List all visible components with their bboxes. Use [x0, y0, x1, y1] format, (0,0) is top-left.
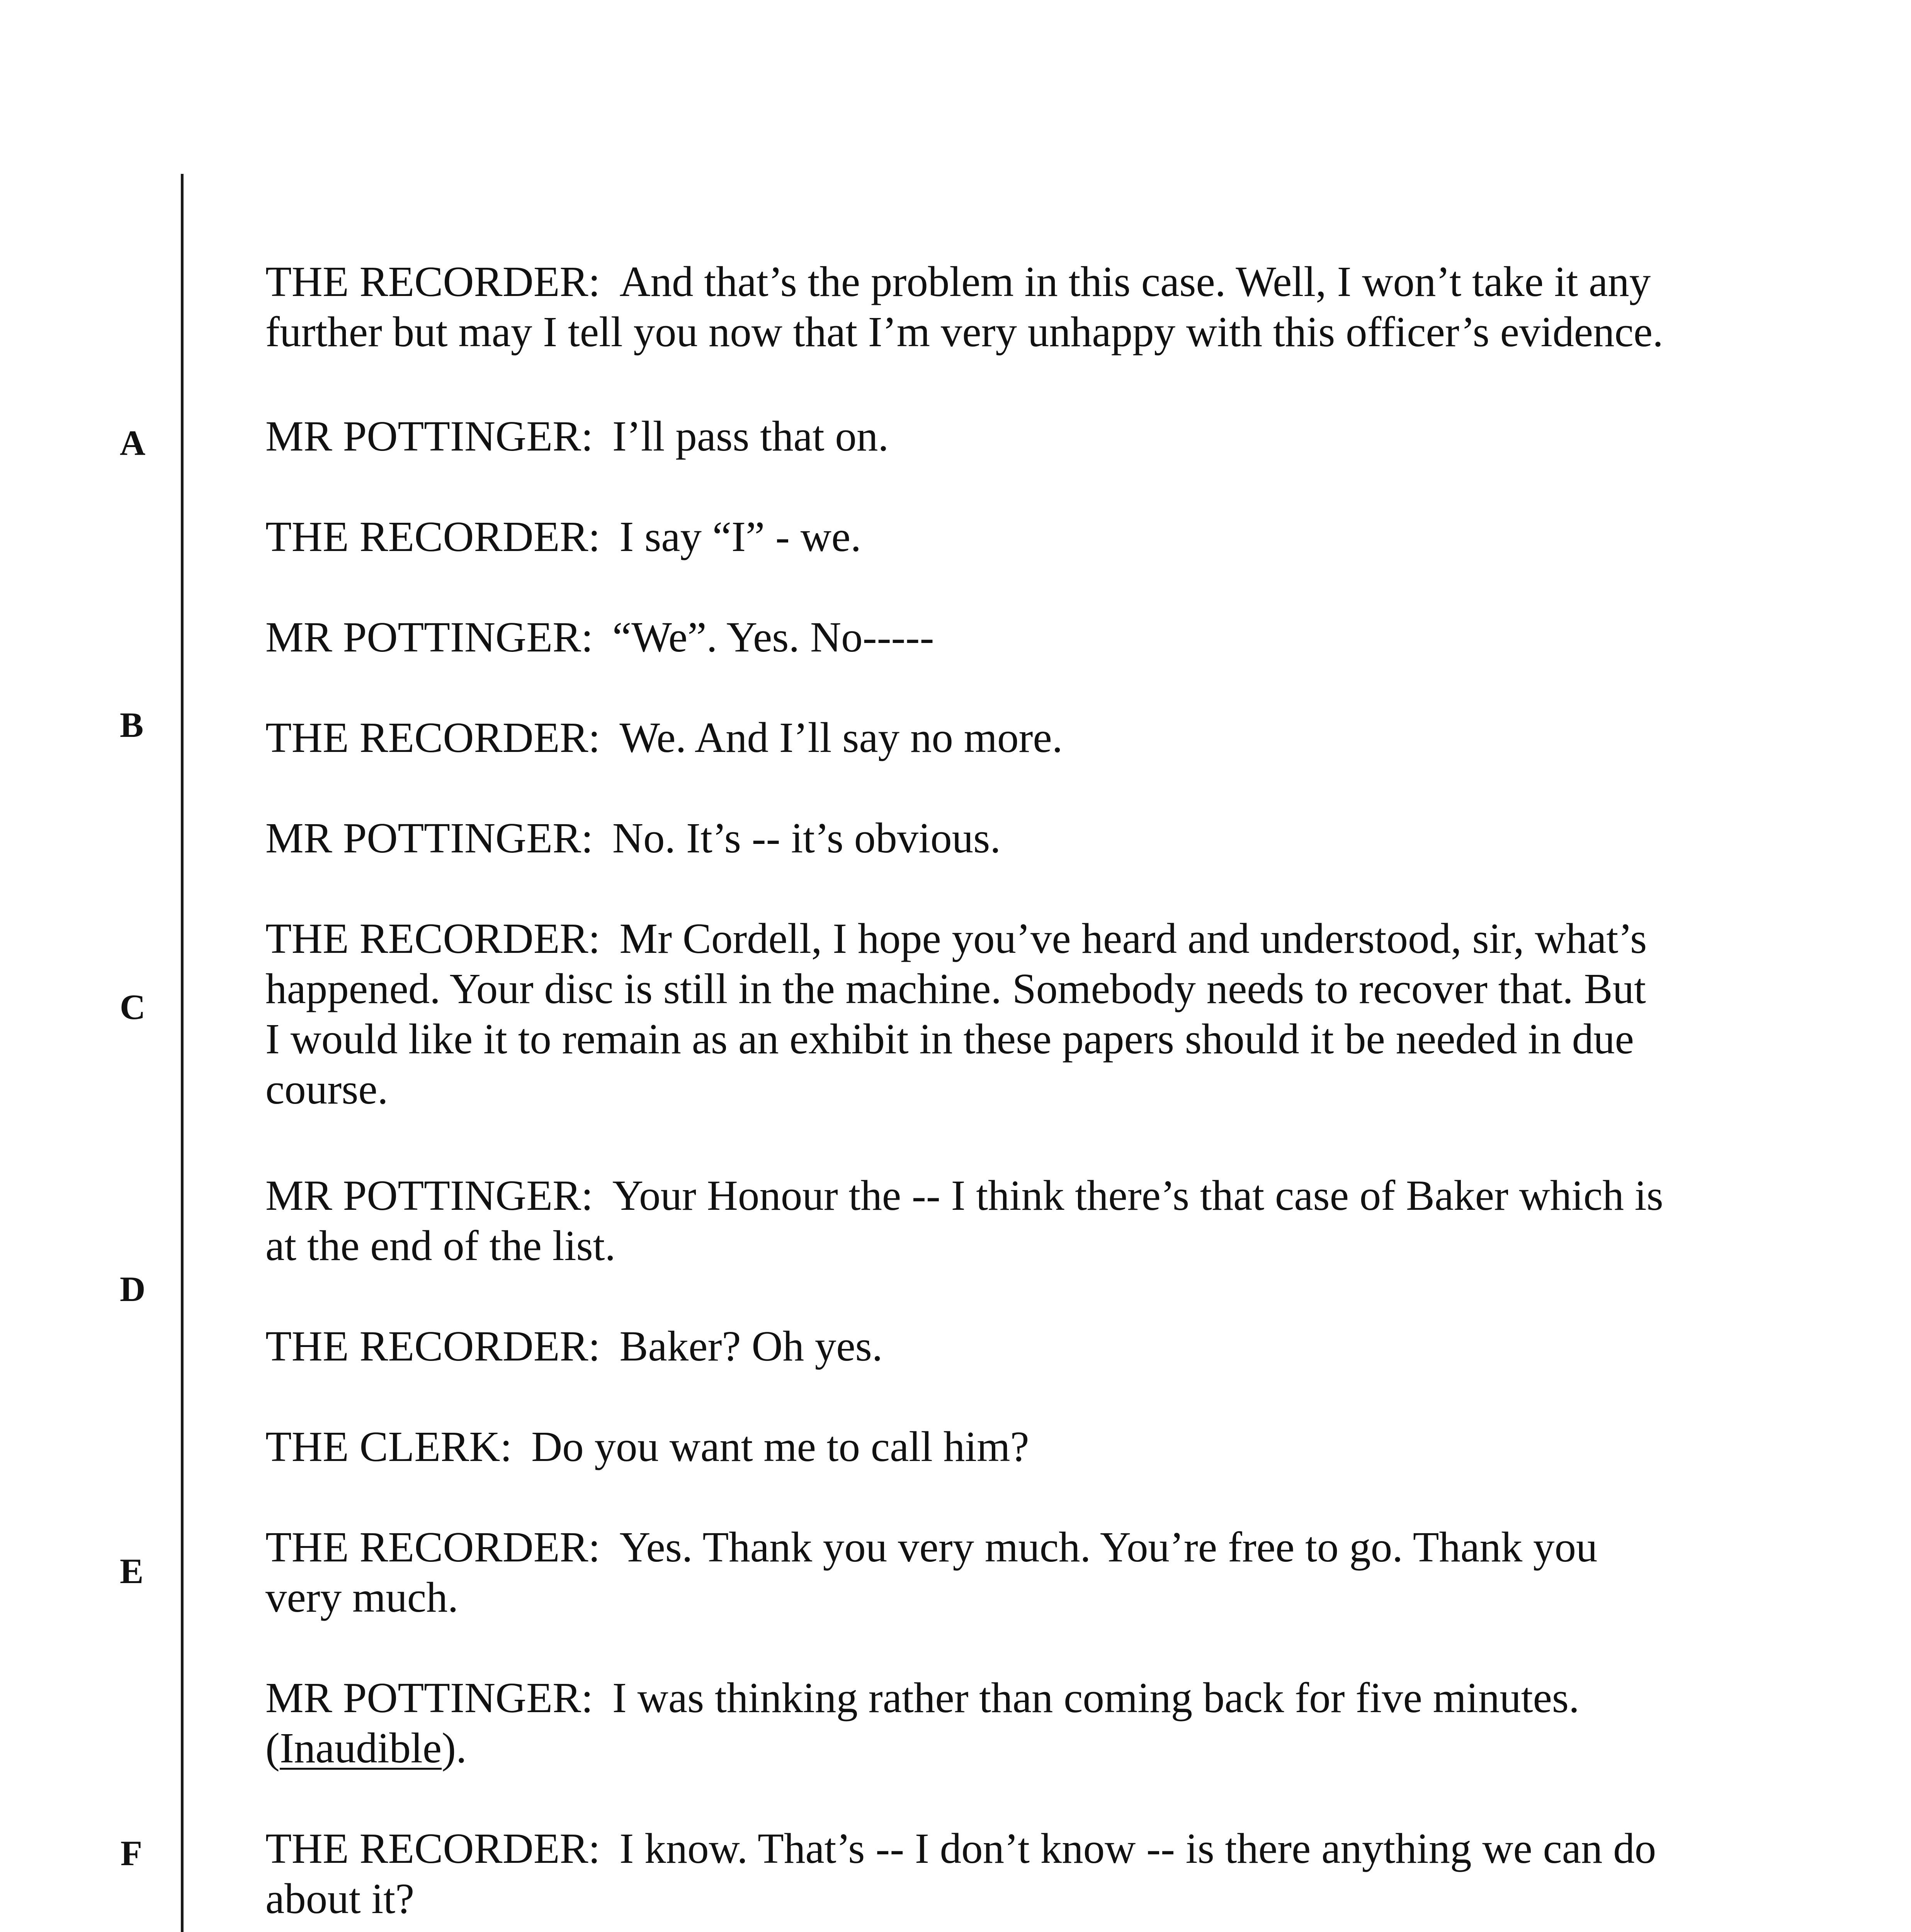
utterance-line: [265, 257, 1741, 307]
utterance-text: “We”. Yes. No-----: [612, 614, 934, 661]
utterance-line: [265, 412, 1741, 462]
margin-letter: C: [120, 987, 146, 1027]
utterance-text: further but may I tell you now that I’m very unhappy with this officer’s evidence.: [265, 308, 1663, 356]
utterance-text: I know. That’s -- I don’t know -- is there anything we can do: [619, 1825, 1656, 1872]
margin-letter: E: [120, 1551, 144, 1591]
speaker-label: MR POTTINGER:: [265, 1674, 593, 1722]
utterance-line: [265, 1422, 1741, 1472]
margin-letter: D: [120, 1269, 146, 1309]
utterance-line: [265, 964, 1741, 1014]
utterance-text: I would like it to remain as an exhibit in these papers should it be needed in due: [265, 1015, 1634, 1063]
utterance-line: [265, 1171, 1741, 1221]
speaker-label: MR POTTINGER:: [265, 413, 593, 460]
utterance-line: [265, 612, 1741, 663]
utterance-text: Baker? Oh yes.: [619, 1323, 883, 1370]
utterance-line: [265, 1221, 1741, 1271]
utterance-line: [265, 1321, 1741, 1372]
utterance-line: [265, 1673, 1741, 1723]
margin-rule: [181, 174, 184, 1932]
speaker-label: THE RECORDER:: [265, 513, 600, 561]
utterance-text: And that’s the problem in this case. Well, I won’t take it any: [619, 258, 1651, 306]
utterance: [265, 1673, 1741, 1774]
utterance: [265, 612, 1741, 663]
speaker-label: THE RECORDER:: [265, 258, 600, 306]
utterance-text: (Inaudible).: [265, 1725, 467, 1772]
utterance-line: [265, 1573, 1741, 1623]
utterance-text: Mr Cordell, I hope you’ve heard and understood, sir, what’s: [619, 915, 1647, 963]
utterance-line: [265, 1014, 1741, 1065]
utterance-line: [265, 1874, 1741, 1924]
utterance-line: [265, 813, 1741, 864]
utterance-text: happened. Your disc is still in the machine. Somebody needs to recover that. But: [265, 965, 1646, 1013]
utterance: [265, 1824, 1741, 1924]
utterance: [265, 1522, 1741, 1623]
speaker-label: THE RECORDER:: [265, 714, 600, 762]
utterance-line: [265, 512, 1741, 562]
utterance: [265, 914, 1741, 1115]
utterance-line: [265, 1065, 1741, 1115]
utterance: [265, 257, 1741, 357]
utterance-line: [265, 307, 1741, 357]
utterance: [265, 1321, 1741, 1372]
utterance-line: [265, 1824, 1741, 1874]
utterance-text: Do you want me to call him?: [531, 1423, 1029, 1471]
margin-letter: F: [120, 1833, 143, 1873]
margin-letter: B: [120, 705, 144, 745]
utterance: [265, 813, 1741, 864]
underlined-text: Inaudible: [279, 1725, 442, 1772]
speaker-label: THE RECORDER:: [265, 1825, 600, 1872]
speaker-label: THE RECORDER:: [265, 1524, 600, 1571]
utterance-line: [265, 914, 1741, 964]
utterance-text: at the end of the list.: [265, 1222, 616, 1270]
utterance-line: [265, 1522, 1741, 1573]
utterance-line: [265, 713, 1741, 763]
utterance-text: very much.: [265, 1574, 459, 1621]
utterance-text: We. And I’ll say no more.: [619, 714, 1063, 762]
utterance-text: course.: [265, 1066, 388, 1113]
speaker-label: MR POTTINGER:: [265, 815, 593, 862]
utterance: [265, 412, 1741, 462]
utterance: [265, 512, 1741, 562]
speaker-label: THE RECORDER:: [265, 915, 600, 963]
utterance-text: about it?: [265, 1875, 415, 1923]
utterance-line: [265, 1723, 1741, 1774]
speaker-label: THE CLERK:: [265, 1423, 512, 1471]
utterance-text: I was thinking rather than coming back for five minutes.: [612, 1674, 1579, 1722]
margin-letter: A: [120, 423, 146, 463]
speaker-label: MR POTTINGER:: [265, 1172, 593, 1219]
utterance: [265, 1171, 1741, 1271]
utterance-text: Yes. Thank you very much. You’re free to go. Thank you: [619, 1524, 1598, 1571]
utterance-text: I’ll pass that on.: [612, 413, 889, 460]
utterance: [265, 713, 1741, 763]
utterance: [265, 1422, 1741, 1472]
speaker-label: THE RECORDER:: [265, 1323, 600, 1370]
utterance-text: No. It’s -- it’s obvious.: [612, 815, 1001, 862]
speaker-label: MR POTTINGER:: [265, 614, 593, 661]
utterance-text: I say “I” - we.: [619, 513, 861, 561]
utterance-text: Your Honour the -- I think there’s that case of Baker which is: [612, 1172, 1663, 1219]
